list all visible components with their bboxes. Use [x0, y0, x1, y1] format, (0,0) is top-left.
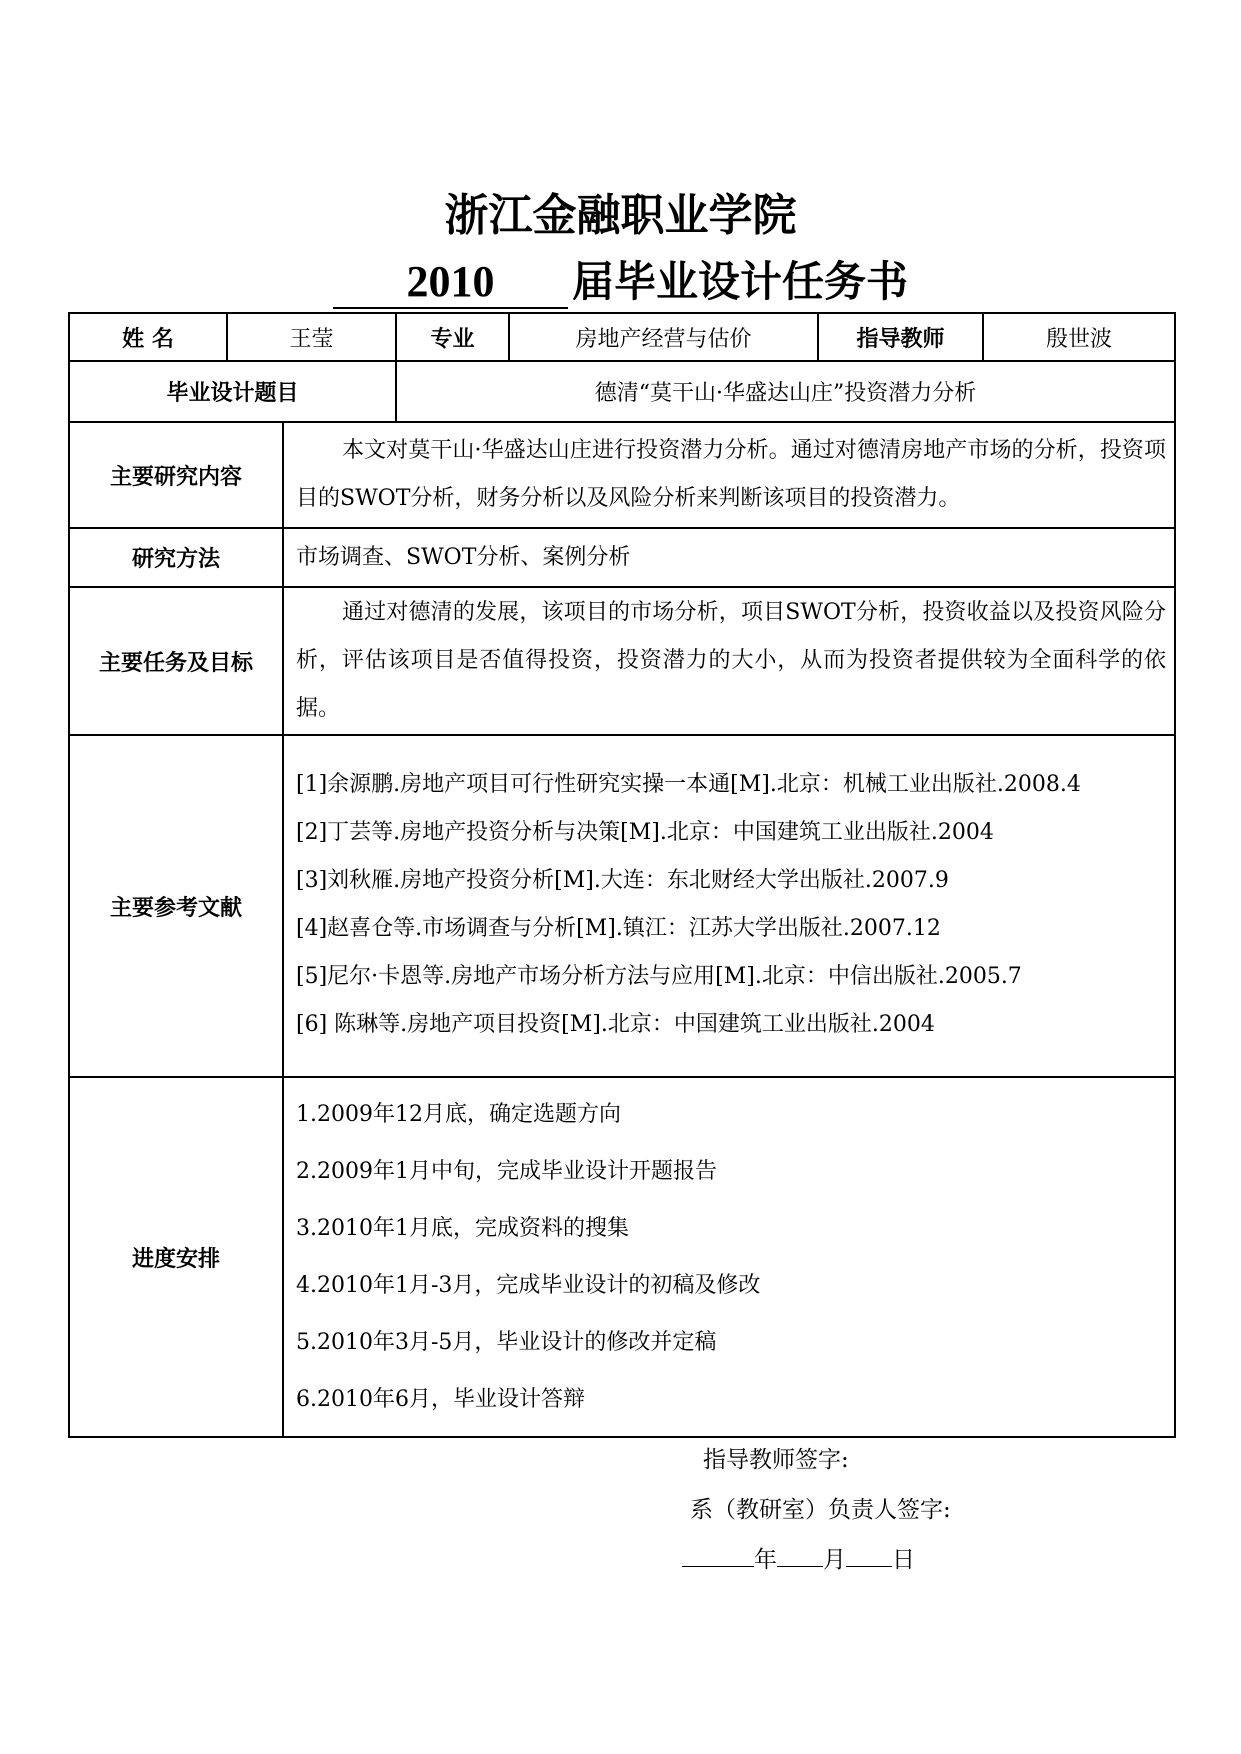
graduation-year: 2010: [333, 257, 568, 309]
schedule-item: 4.2010年1月-3月，完成毕业设计的初稿及修改: [296, 1273, 761, 1298]
advisor-signature-label: 指导教师签字:: [703, 1447, 849, 1473]
schedule-item: 1.2009年12月底，确定选题方向: [296, 1102, 621, 1127]
reference-item: [1]余源鹏.房地产项目可行性研究实操一本通[M].北京：机械工业出版社.2008.4: [296, 772, 1081, 797]
year-label: 年: [754, 1547, 777, 1573]
name-label: 姓 名: [69, 313, 227, 361]
research-content-row: [69, 422, 1175, 528]
research-content-text: 本文对莫干山·华盛达山庄进行投资潜力分析。通过对德清房地产市场的分析，投资项目的SWOT分析，财务分析以及风险分析来判断该项目的投资潜力。: [283, 422, 1175, 528]
topic-value: 德清“莫干山·华盛达山庄”投资潜力分析: [396, 361, 1175, 422]
major-label: 专业: [396, 313, 509, 361]
method-row: [69, 528, 1175, 587]
method-text: 市场调查、SWOT分析、案例分析: [283, 528, 1175, 587]
advisor-name: 殷世波: [983, 313, 1175, 361]
tasks-label: 主要任务及目标: [69, 587, 283, 735]
reference-item: [4]赵喜仓等.市场调查与分析[M].镇江：江苏大学出版社.2007.12: [296, 916, 941, 941]
day-label: 日: [892, 1547, 915, 1573]
student-major: 房地产经营与估价: [509, 313, 818, 361]
schedule-item: 3.2010年1月底，完成资料的搜集: [296, 1216, 629, 1241]
tasks-row: [69, 587, 1175, 735]
month-blank: [777, 1542, 823, 1567]
method-label: 研究方法: [69, 528, 283, 587]
topic-row: [69, 361, 1175, 422]
student-name: 王莹: [227, 313, 396, 361]
schedule-list: [283, 1077, 1175, 1437]
day-blank: [846, 1542, 892, 1567]
references-row: [69, 735, 1175, 1077]
reference-item: [5]尼尔·卡恩等.房地产市场分析方法与应用[M].北京：中信出版社.2005.7: [296, 964, 1022, 989]
tasks-text: 通过对德清的发展，该项目的市场分析，项目SWOT分析，投资收益以及投资风险分析，评估该项目是否值得投资，投资潜力的大小，从而为投资者提供较为全面科学的依据。: [283, 587, 1175, 735]
schedule-label: 进度安排: [69, 1077, 283, 1437]
schedule-item: 5.2010年3月-5月，毕业设计的修改并定稿: [296, 1330, 717, 1355]
schedule-row: [69, 1077, 1175, 1437]
year-blank: [682, 1542, 754, 1567]
dept-signature-label: 系（教研室）负责人签字:: [690, 1497, 951, 1523]
reference-item: [6] 陈琳等.房地产项目投资[M].北京：中国建筑工业出版社.2004: [296, 1012, 935, 1037]
references-label: 主要参考文献: [69, 735, 283, 1077]
advisor-label: 指导教师: [818, 313, 983, 361]
document-title: [0, 254, 1241, 310]
schedule-item: 6.2010年6月，毕业设计答辩: [296, 1387, 585, 1412]
reference-item: [3]刘秋雁.房地产投资分析[M].大连：东北财经大学出版社.2007.9: [296, 868, 949, 893]
research-content-label: 主要研究内容: [69, 422, 283, 528]
signature-date: [682, 1541, 915, 1574]
month-label: 月: [823, 1547, 846, 1573]
task-form-table: [68, 312, 1176, 1438]
references-list: [283, 735, 1175, 1077]
document-title-text: 届毕业设计任务书: [571, 257, 908, 306]
topic-label: 毕业设计题目: [69, 361, 396, 422]
school-title: 浙江金融职业学院: [444, 190, 797, 241]
reference-item: [2]丁芸等.房地产投资分析与决策[M].北京：中国建筑工业出版社.2004: [296, 820, 994, 845]
schedule-item: 2.2009年1月中旬，完成毕业设计开题报告: [296, 1159, 717, 1184]
student-info-row: [69, 313, 1175, 361]
